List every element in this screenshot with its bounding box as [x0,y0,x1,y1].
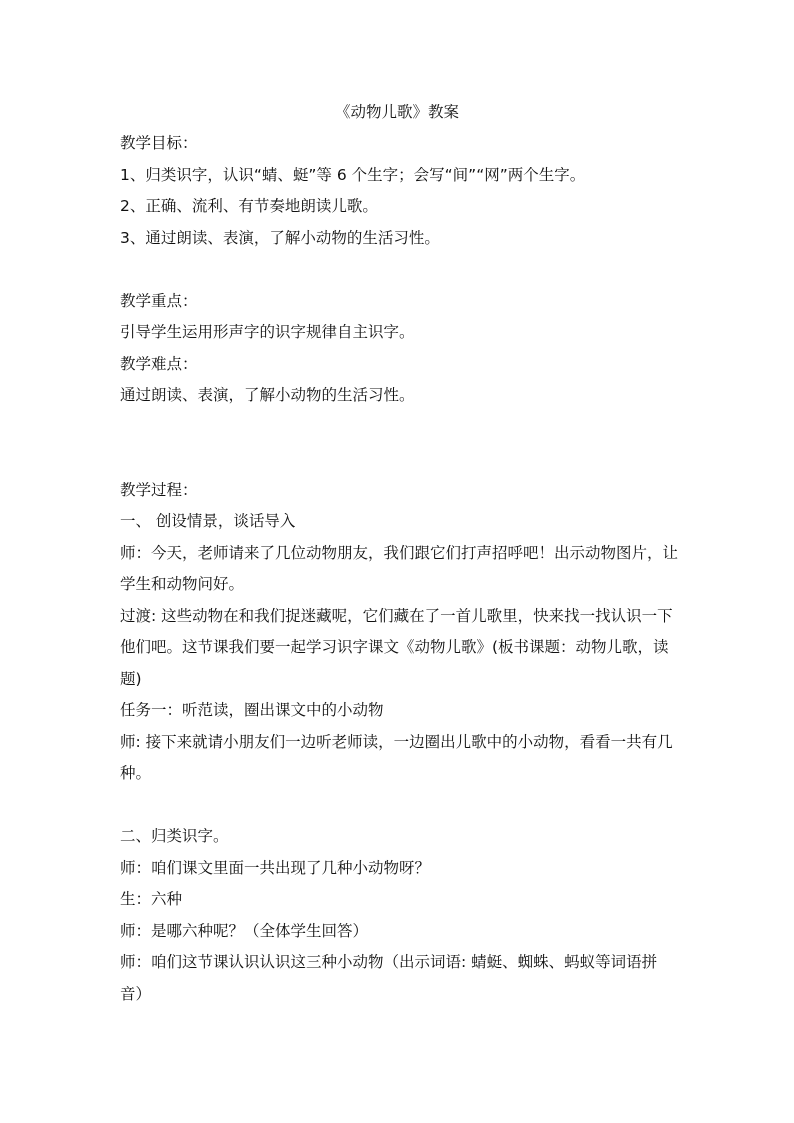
objectives-heading: 教学目标： [120,134,198,152]
section-2-heading: 二、归类识字。 [120,827,229,845]
section-1-heading: 一、 创设情景，谈话导入 [120,512,296,530]
objective-3: 3、通过朗读、表演，了解小动物的生活习性。 [120,228,440,247]
document-title: 《动物儿歌》教案 [334,103,459,121]
blank-line [120,254,680,286]
objective-1: 1、归类识字，认识“蜻、蜓”等 6 个生字；会写“间”“网”两个生字。 [120,165,586,184]
section-2-line-3: 师：是哪六种呢？（全体学生回答） [120,921,369,940]
difficulties-heading: 教学难点： [120,354,198,373]
section-1-line-2: 过渡: 这些动物在和我们捉迷藏呢，它们藏在了一首儿歌里，快来找一找认识一下他们吧。这节课我们要一起学习识字课文《动物儿歌》(板书课题：动物儿歌，读题) [120,606,673,688]
key-points-heading: 教学重点： [120,291,198,310]
section-1-line-1: 师：今天，老师请来了几位动物朋友，我们跟它们打声招呼吧！出示动物图片，让学生和动物问好。 [120,543,679,593]
objective-2: 2、正确、流利、有节奏地朗读儿歌。 [120,197,378,215]
key-points-text: 引导学生运用形声字的识字规律自主识字。 [120,323,415,341]
difficulties-text: 通过朗读、表演，了解小动物的生活习性。 [120,386,415,404]
section-1-line-4: 师: 接下来就请小朋友们一边听老师读，一边圈出儿歌中的小动物，看看一共有几种。 [120,732,673,782]
section-2-line-1: 师：咱们课文里面一共出现了几种小动物呀？ [120,858,431,877]
section-1-line-3: 任务一：听范读，圈出课文中的小动物 [120,701,384,719]
blank-lines [120,412,680,475]
lesson-plan-body [120,128,680,1010]
section-2-line-4: 师：咱们这节课认识认识这三种小动物（出示词语: 蜻蜓、蜘蛛、蚂蚁等词语拼音） [120,953,658,1003]
section-2-line-2: 生：六种 [120,890,183,908]
blank-line [120,790,680,822]
process-heading: 教学过程： [120,480,198,499]
